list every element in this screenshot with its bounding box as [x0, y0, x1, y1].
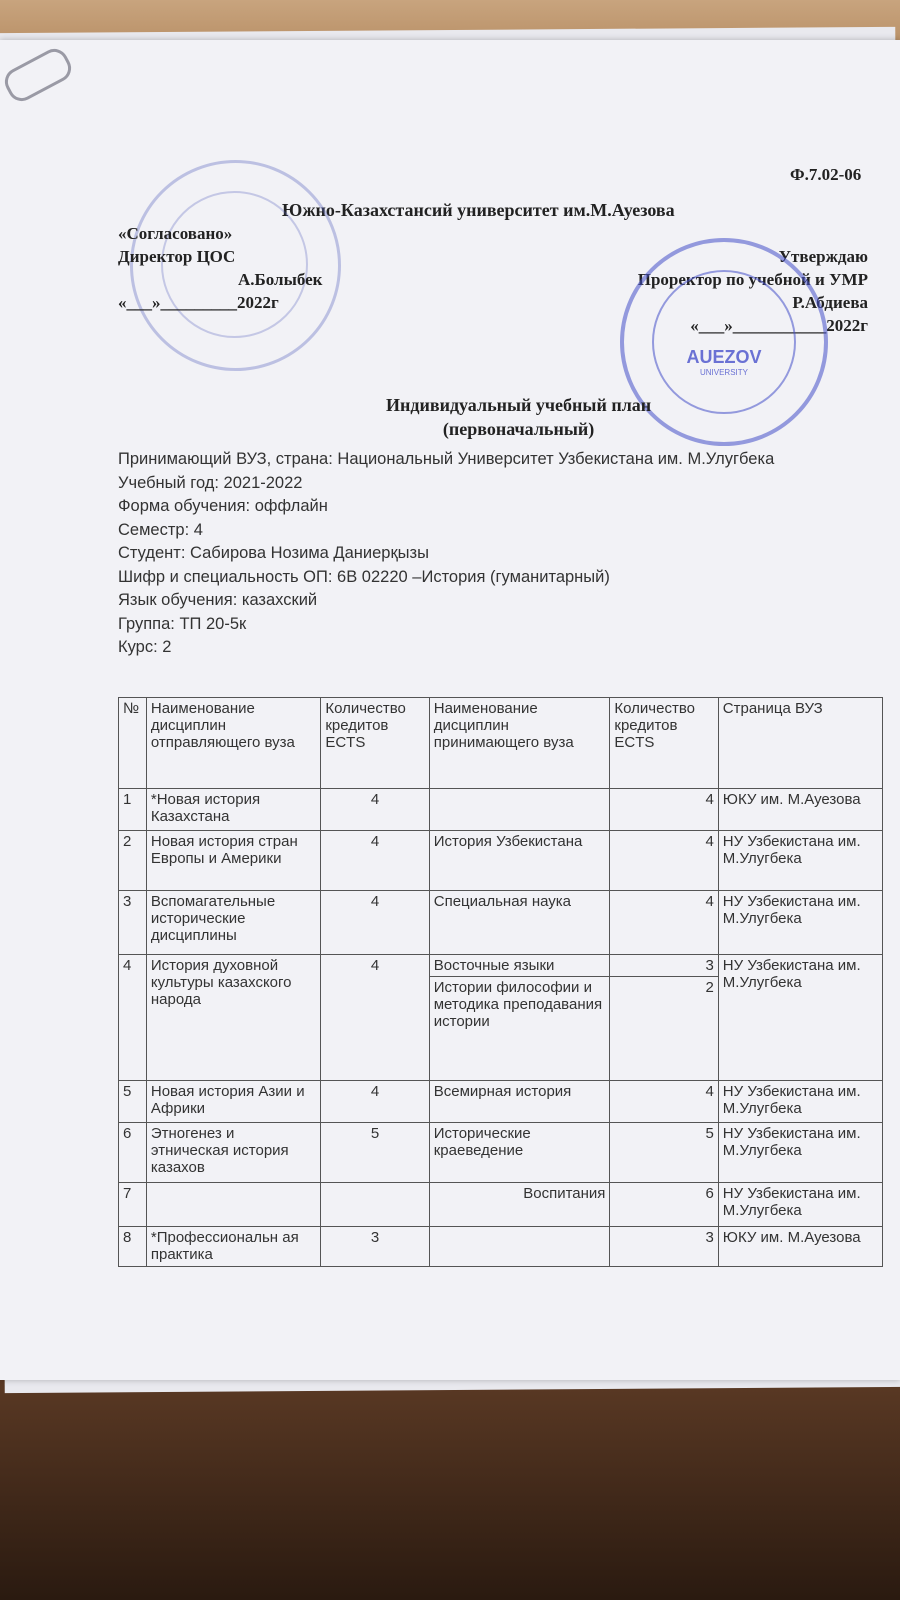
student-info [118, 448, 774, 660]
table-row [119, 1123, 883, 1183]
sending-credits: 4 [321, 955, 429, 1081]
language: Язык обучения: казахский [118, 591, 318, 609]
approval-right-name: Р.Абдиева [792, 293, 868, 312]
sending-credits: 3 [321, 1227, 429, 1267]
row-number: 5 [119, 1081, 147, 1123]
specialty: Шифр и специальность ОП: 6В 02220 –История (гуманитарный) [118, 567, 610, 586]
receiving-discipline: Специальная наука [429, 891, 610, 955]
approval-right-label: Утверждаю [778, 247, 868, 266]
table-row [119, 789, 883, 831]
header-cell: Количество кредитов ECTS [321, 698, 429, 789]
approval-right-position: Проректор по учебной и УМР [637, 270, 868, 289]
sending-discipline: Этногенез и этническая история казахов [146, 1123, 320, 1183]
sending-discipline: Новая история стран Европы и Америки [146, 831, 320, 891]
sending-discipline: Новая история Азии и Африки [146, 1081, 320, 1123]
study-form: Форма обучения: оффлайн [118, 497, 328, 515]
receiving-credits: 4 [610, 891, 718, 955]
university-page: НУ Узбекистана им. М.Улугбека [718, 955, 882, 1081]
row-number: 1 [119, 789, 147, 831]
sending-credits: 4 [321, 891, 429, 955]
row-number: 6 [119, 1123, 147, 1183]
university-page: НУ Узбекистана им. М.Улугбека [718, 831, 882, 891]
receiving-credits: 6 [610, 1183, 718, 1227]
receiving-credits: 4 [610, 831, 718, 891]
header-cell: Количество кредитов ECTS [610, 698, 718, 789]
receiving-credits: 3 [610, 1227, 718, 1267]
receiving-credits: 2 [610, 977, 718, 1081]
approval-left-position: Директор ЦОС [118, 247, 236, 266]
row-number: 3 [119, 891, 147, 955]
sending-credits: 4 [321, 1081, 429, 1123]
academic-year: Учебный год: 2021-2022 [118, 473, 303, 492]
stamp-right-seal [620, 238, 828, 446]
sending-credits [321, 1183, 429, 1227]
receiving-discipline: Восточные языки [429, 955, 610, 977]
receiving-discipline [429, 789, 610, 831]
row-number: 4 [119, 955, 147, 1081]
course: Курс: 2 [118, 638, 172, 656]
header-cell: № [119, 698, 147, 789]
table-row [119, 1081, 883, 1123]
row-number: 8 [119, 1227, 147, 1267]
receiving-credits: 4 [610, 789, 718, 831]
receiving-credits: 3 [610, 955, 718, 977]
university-title: Южно-Казахстансий университет им.М.Ауезова [282, 200, 675, 220]
sending-discipline: *Новая история Казахстана [146, 789, 320, 831]
stamp-brand: AUEZOV [686, 347, 762, 367]
header-cell: Наименование дисциплин принимающего вуза [429, 698, 610, 789]
form-code: Ф.7.02-06 [790, 165, 862, 184]
title-sub: (первоначальный) [442, 419, 595, 439]
receiving-discipline [429, 1227, 610, 1267]
group: Группа: ТП 20-5к [118, 614, 247, 633]
university-page: НУ Узбекистана им. М.Улугбека [718, 1081, 882, 1123]
table-row [119, 955, 883, 977]
university-page: НУ Узбекистана им. М.Улугбека [718, 1183, 882, 1227]
receiving-discipline: Исторические краеведение [429, 1123, 610, 1183]
sending-discipline [146, 1183, 320, 1227]
receiving-discipline: Истории философии и методика преподавания истории [429, 977, 610, 1081]
sending-discipline: Вспомагательные исторические дисциплины [146, 891, 320, 955]
sending-discipline: История духовной культуры казахского народа [146, 955, 320, 1081]
desk-surface-bottom [0, 1380, 900, 1600]
stamp-brand-sub: UNIVERSITY [699, 368, 748, 377]
table-row [119, 1183, 883, 1227]
table-row [119, 891, 883, 955]
row-number: 7 [119, 1183, 147, 1227]
approval-left-date: «___»_________2022г [118, 293, 279, 312]
university-page: НУ Узбекистана им. М.Улугбека [718, 891, 882, 955]
approval-left [118, 222, 322, 314]
document-title [386, 393, 651, 441]
receiving-discipline: История Узбекистана [429, 831, 610, 891]
row-number: 2 [119, 831, 147, 891]
receiving-discipline: Всемирная история [429, 1081, 610, 1123]
receiving-credits: 4 [610, 1081, 718, 1123]
receiving-credits: 5 [610, 1123, 718, 1183]
sending-credits: 4 [321, 831, 429, 891]
sending-credits: 5 [321, 1123, 429, 1183]
title-main: Индивидуальный учебный план [386, 395, 652, 415]
sending-discipline: *Профессиональн ая практика [146, 1227, 320, 1267]
header-cell: Страница ВУЗ [718, 698, 882, 789]
university-page: НУ Узбекистана им. М.Улугбека [718, 1123, 882, 1183]
approval-left-name: А.Болыбек [238, 270, 323, 289]
university-page: ЮКУ им. М.Ауезова [718, 1227, 882, 1267]
table-row [119, 831, 883, 891]
header-cell: Наименование дисциплин отправляющего вуза [146, 698, 320, 789]
table-header-row [119, 698, 883, 789]
approval-right-date: «___»___________2022г [690, 316, 868, 335]
receiving-discipline: Воспитания [429, 1183, 610, 1227]
university-page: ЮКУ им. М.Ауезова [718, 789, 882, 831]
table-row [119, 1227, 883, 1267]
host-university: Принимающий ВУЗ, страна: Национальный Университет Узбекистана им. М.Улугбека [118, 450, 775, 468]
approval-left-label: «Согласовано» [118, 224, 233, 243]
sending-credits: 4 [321, 789, 429, 831]
student-name: Студент: Сабирова Нозима Даниерқызы [118, 544, 429, 562]
study-plan-table [118, 697, 883, 1267]
semester: Семестр: 4 [118, 520, 203, 539]
